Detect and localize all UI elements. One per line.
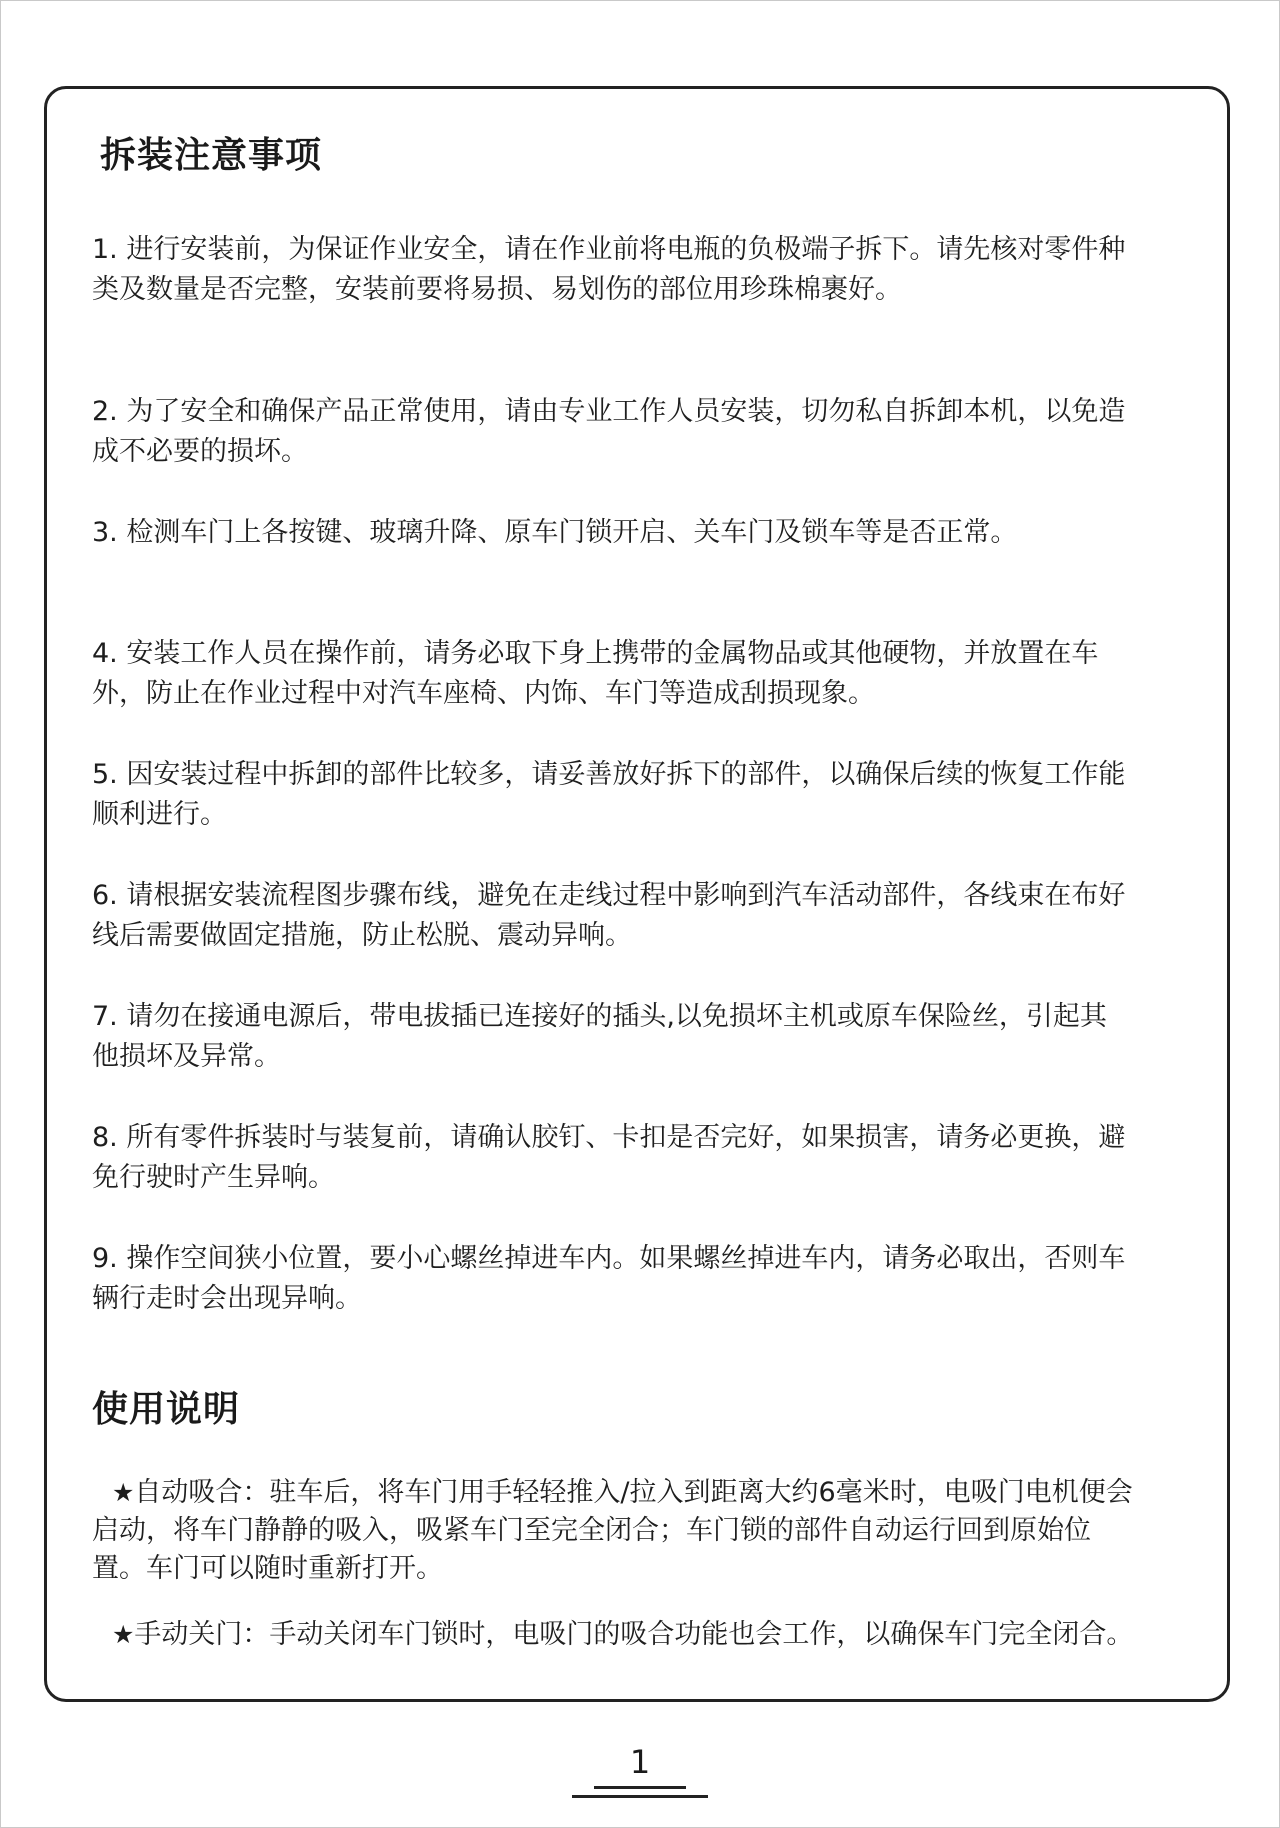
note-item-1: 1. 进行安装前，为保证作业安全，请在作业前将电瓶的负极端子拆下。请先核对零件种类及数量是否完整，安装前要将易损、易划伤的部位用珍珠棉裹好。 [92,234,1126,305]
page-number-underline [572,1795,708,1798]
page-number: 1 [629,1743,651,1781]
star-icon: ★ [112,1620,135,1649]
note-item-5: 5. 因安装过程中拆卸的部件比较多，请妥善放好拆下的部件，以确保后续的恢复工作能顺利进行。 [92,759,1126,830]
note-item-8: 8. 所有零件拆装时与装复前，请确认胶钉、卡扣是否完好，如果损害，请务必更换，避免行驶时产生异响。 [92,1122,1126,1193]
notes-list [92,230,1132,1360]
notes-section-title: 拆装注意事项 [100,135,323,176]
usage-section-title: 使用说明 [92,1389,241,1430]
note-item-9: 9. 操作空间狭小位置，要小心螺丝掉进车内。如果螺丝掉进车内，请务必取出，否则车辆行走时会出现异响。 [92,1243,1126,1314]
usage-manual-close [92,1616,1142,1692]
usage-manual-close-text: 手动关门：手动关闭车门锁时，电吸门的吸合功能也会工作，以确保车门完全闭合。 [134,1619,1134,1650]
note-item-7: 7. 请勿在接通电源后，带电拔插已连接好的插头,以免损坏主机或原车保险丝，引起其他损坏及异常。 [92,1001,1107,1072]
note-item-2: 2. 为了安全和确保产品正常使用，请由专业工作人员安装，切勿私自拆卸本机，以免造成不必要的损坏。 [92,396,1126,467]
star-icon: ★ [112,1478,135,1507]
page-number-underline [594,1786,686,1789]
usage-auto-close [92,1474,1142,1588]
note-item-4: 4. 安装工作人员在操作前，请务必取下身上携带的金属物品或其他硬物，并放置在车外，防止在作业过程中对汽车座椅、内饰、车门等造成刮损现象。 [92,638,1099,709]
usage-auto-close-text: 自动吸合：驻车后，将车门用手轻轻推入/拉入到距离大约6毫米时，电吸门电机便会启动，将车门静静的吸入，吸紧车门至完全闭合；车门锁的部件自动运行回到原始位置。车门可以随时重新打开。 [92,1477,1133,1584]
note-item-3: 3. 检测车门上各按键、玻璃升降、原车门锁开启、关车门及锁车等是否正常。 [92,517,1018,548]
note-item-6: 6. 请根据安装流程图步骤布线，避免在走线过程中影响到汽车活动部件，各线束在布好线后需要做固定措施，防止松脱、震动异响。 [92,880,1126,951]
